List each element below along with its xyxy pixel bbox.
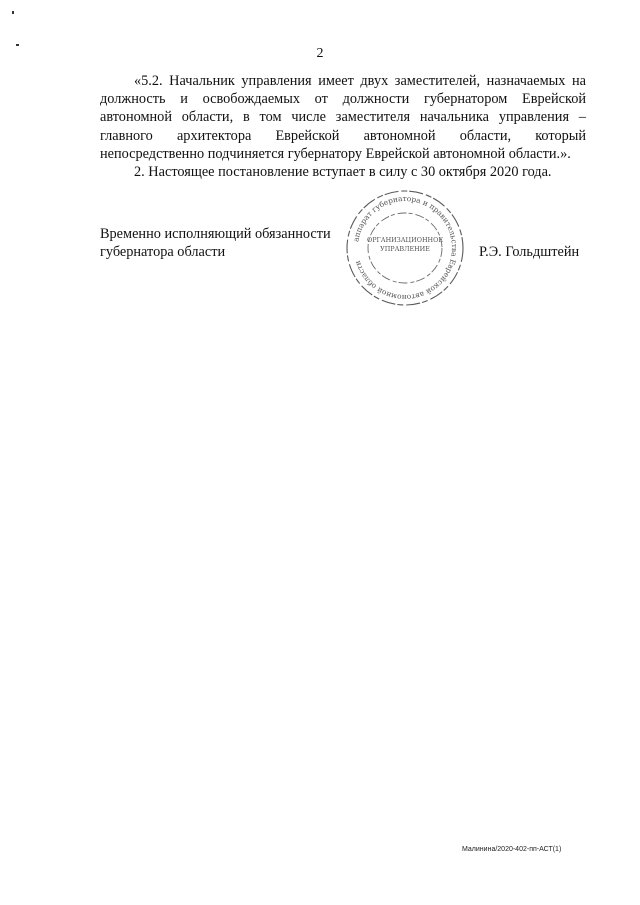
paragraph-amendment: «5.2. Начальник управления имеет двух заместителей, назначаемых на должность и освобождаемых от должности губернатором Еврейской автономной области, в том числе заместителя начальника управления – главного архитектора Еврейской автономной области, который непосредственно подчиняется губернатору Еврейской автономной области.». bbox=[100, 73, 586, 162]
signer-title bbox=[100, 225, 350, 261]
document-footer-code: Малинина/2020-402-пп-АСТ(1) bbox=[462, 846, 562, 853]
seal-center-line1: ОРГАНИЗАЦИОННОЕ bbox=[366, 236, 444, 244]
document-body bbox=[100, 72, 586, 181]
page-number: 2 bbox=[316, 46, 324, 61]
official-seal-stamp bbox=[342, 186, 468, 310]
signer-title-line1: Временно исполняющий обязанности bbox=[100, 226, 331, 242]
scan-speck bbox=[12, 11, 14, 14]
signer-name: Р.Э. Гольдштейн bbox=[479, 244, 580, 260]
signer-title-line2: губернатора области bbox=[100, 244, 226, 261]
seal-center-line2: УПРАВЛЕНИЕ bbox=[380, 245, 430, 253]
paragraph-effective-date: 2. Настоящее постановление вступает в силу с 30 октября 2020 года. bbox=[134, 164, 552, 181]
seal-ring-text: аппарат губернатора и правительства Еврейской автономной области bbox=[351, 193, 460, 303]
